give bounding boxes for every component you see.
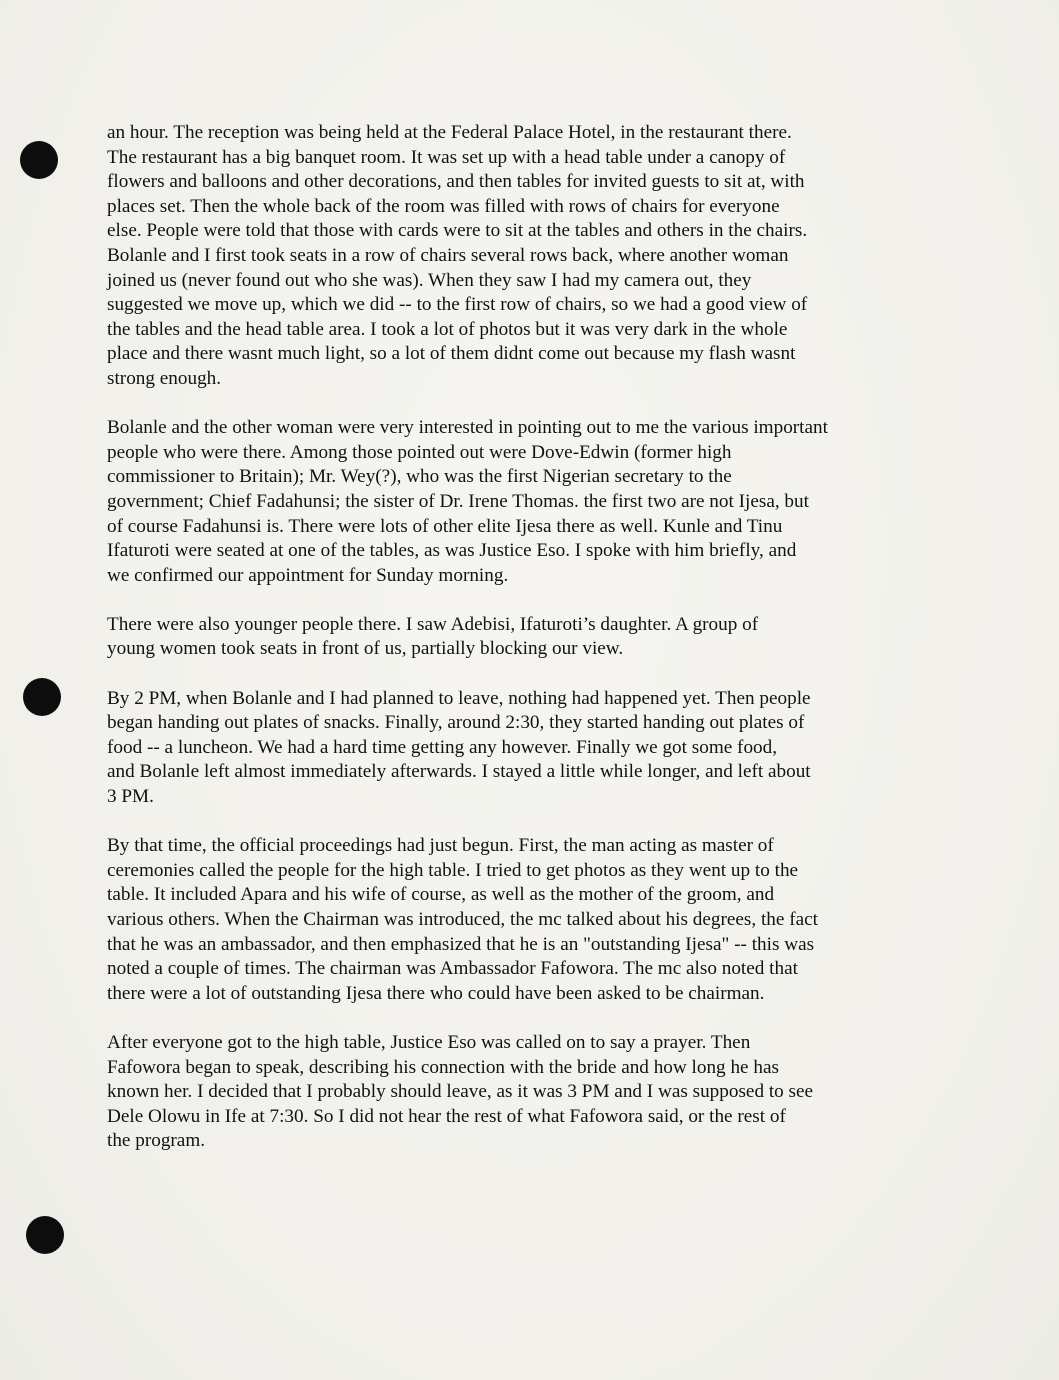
text-line: and Bolanle left almost immediately afterwards. I stayed a little while longer, and left about: [107, 761, 811, 783]
text-line: place and there wasnt much light, so a lot of them didnt come out because my flash wasnt: [107, 343, 796, 365]
punch-hole-bottom: [26, 1216, 64, 1254]
punch-hole-middle: [23, 678, 61, 716]
text-line: table. It included Apara and his wife of course, as well as the mother of the groom, and: [107, 884, 775, 906]
document-body: [107, 121, 937, 1179]
text-line: ceremonies called the people for the high table. I tried to get photos as they went up to the: [107, 859, 799, 881]
text-line: joined us (never found out who she was). When they saw I had my camera out, they: [107, 269, 752, 291]
text-line: By 2 PM, when Bolanle and I had planned to leave, nothing had happened yet. Then people: [107, 687, 811, 709]
text-line: young women took seats in front of us, partially blocking our view.: [107, 638, 624, 660]
paragraph: [107, 687, 937, 810]
text-line: suggested we move up, which we did -- to the first row of chairs, so we had a good view of: [107, 294, 808, 316]
text-line: places set. Then the whole back of the room was filled with rows of chairs for everyone: [107, 195, 780, 217]
text-line: Ifaturoti were seated at one of the tables, as was Justice Eso. I spoke with him briefly, and: [107, 540, 797, 562]
text-line: After everyone got to the high table, Justice Eso was called on to say a prayer. Then: [107, 1031, 751, 1053]
paragraph: [107, 1031, 937, 1154]
text-line: government; Chief Fadahunsi; the sister of Dr. Irene Thomas. the first two are not Ijesa, but: [107, 490, 809, 512]
text-line: strong enough.: [107, 367, 222, 389]
paragraph: [107, 416, 937, 588]
text-line: else. People were told that those with cards were to sit at the tables and others in the chairs.: [107, 220, 808, 242]
text-line: there were a lot of outstanding Ijesa there who could have been asked to be chairman.: [107, 982, 765, 1004]
text-line: known her. I decided that I probably should leave, as it was 3 PM and I was supposed to see: [107, 1081, 814, 1103]
text-line: began handing out plates of snacks. Finally, around 2:30, they started handing out plates of: [107, 712, 805, 734]
text-line: There were also younger people there. I saw Adebisi, Ifaturoti’s daughter. A group of: [107, 613, 759, 635]
text-line: By that time, the official proceedings had just begun. First, the man acting as master of: [107, 835, 774, 857]
text-line: commissioner to Britain); Mr. Wey(?), who was the first Nigerian secretary to the: [107, 466, 732, 488]
text-line: Fafowora began to speak, describing his connection with the bride and how long he has: [107, 1056, 779, 1078]
text-line: 3 PM.: [107, 786, 154, 808]
text-line: we confirmed our appointment for Sunday morning.: [107, 564, 509, 586]
text-line: The restaurant has a big banquet room. It was set up with a head table under a canopy of: [107, 146, 786, 168]
paragraph: [107, 121, 937, 392]
text-line: Bolanle and I first took seats in a row of chairs several rows back, where another woman: [107, 244, 789, 266]
text-line: flowers and balloons and other decorations, and then tables for invited guests to sit at, with: [107, 171, 805, 193]
text-line: Dele Olowu in Ife at 7:30. So I did not hear the rest of what Fafowora said, or the rest of: [107, 1105, 786, 1127]
paragraph: [107, 613, 937, 662]
text-line: of course Fadahunsi is. There were lots of other elite Ijesa there as well. Kunle and Tinu: [107, 515, 783, 537]
text-line: the tables and the head table area. I took a lot of photos but it was very dark in the whole: [107, 318, 788, 340]
text-line: noted a couple of times. The chairman was Ambassador Fafowora. The mc also noted that: [107, 958, 798, 980]
text-line: people who were there. Among those pointed out were Dove-Edwin (former high: [107, 441, 732, 463]
text-line: the program.: [107, 1130, 206, 1152]
paragraph: [107, 834, 937, 1006]
text-line: Bolanle and the other woman were very interested in pointing out to me the various important: [107, 417, 828, 439]
punch-hole-top: [20, 141, 58, 179]
text-line: an hour. The reception was being held at the Federal Palace Hotel, in the restaurant there.: [107, 122, 792, 143]
text-line: various others. When the Chairman was introduced, the mc talked about his degrees, the fact: [107, 909, 818, 930]
text-line: food -- a luncheon. We had a hard time getting any however. Finally we got some food,: [107, 736, 778, 758]
text-line: that he was an ambassador, and then emphasized that he is an "outstanding Ijesa" -- this was: [107, 933, 815, 955]
